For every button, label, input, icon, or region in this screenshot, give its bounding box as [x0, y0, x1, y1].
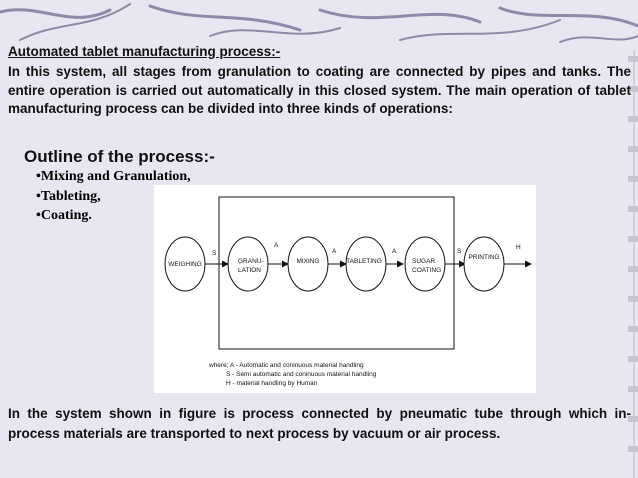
- node-label: MIXING: [296, 258, 320, 265]
- node-label: WEIGHING: [168, 261, 202, 268]
- edge-label: A: [392, 248, 397, 255]
- legend-line: H - material handling by Human: [226, 380, 318, 387]
- outline-title: Outline of the process:-: [24, 147, 215, 166]
- edge-label: H: [516, 244, 521, 251]
- process-flow-figure: [154, 185, 536, 393]
- node-label: COATING: [412, 267, 442, 274]
- edge-label: S: [457, 248, 462, 255]
- edge-label: S: [212, 250, 217, 257]
- node-label: LATION: [238, 267, 261, 274]
- legend-line: S - Semi automatic and coninuous material handling: [226, 371, 377, 378]
- node-label: TABLETING: [346, 258, 382, 265]
- node-label: SUGAR: [412, 258, 436, 265]
- footer-paragraph: In the system shown in figure is process connected by pneumatic tube through which in-process materials are transported to next process by vacuum or air process.: [8, 406, 631, 441]
- bullet-item: • Tableting,: [36, 187, 191, 207]
- edge-label: A: [332, 248, 337, 255]
- legend-line: where; A - Automatic and coninuous material handling: [209, 362, 364, 369]
- node-printing: [464, 237, 504, 291]
- node-label: GRANU-: [238, 258, 264, 265]
- intro-paragraph: In this system, all stages from granulation to coating are connected by pipes and tanks. The entire operation is carried out automatically in this closed system. The main operation of tablet manufacturing process can be divided into three kinds of operations:: [8, 64, 631, 116]
- edge-label: A: [274, 242, 279, 249]
- bullet-item: • Mixing and Granulation,: [36, 167, 191, 187]
- node-label: PRINTING: [468, 254, 500, 261]
- slide-heading: Automated tablet manufacturing process:-: [8, 44, 281, 59]
- bullet-item: • Coating.: [36, 206, 191, 226]
